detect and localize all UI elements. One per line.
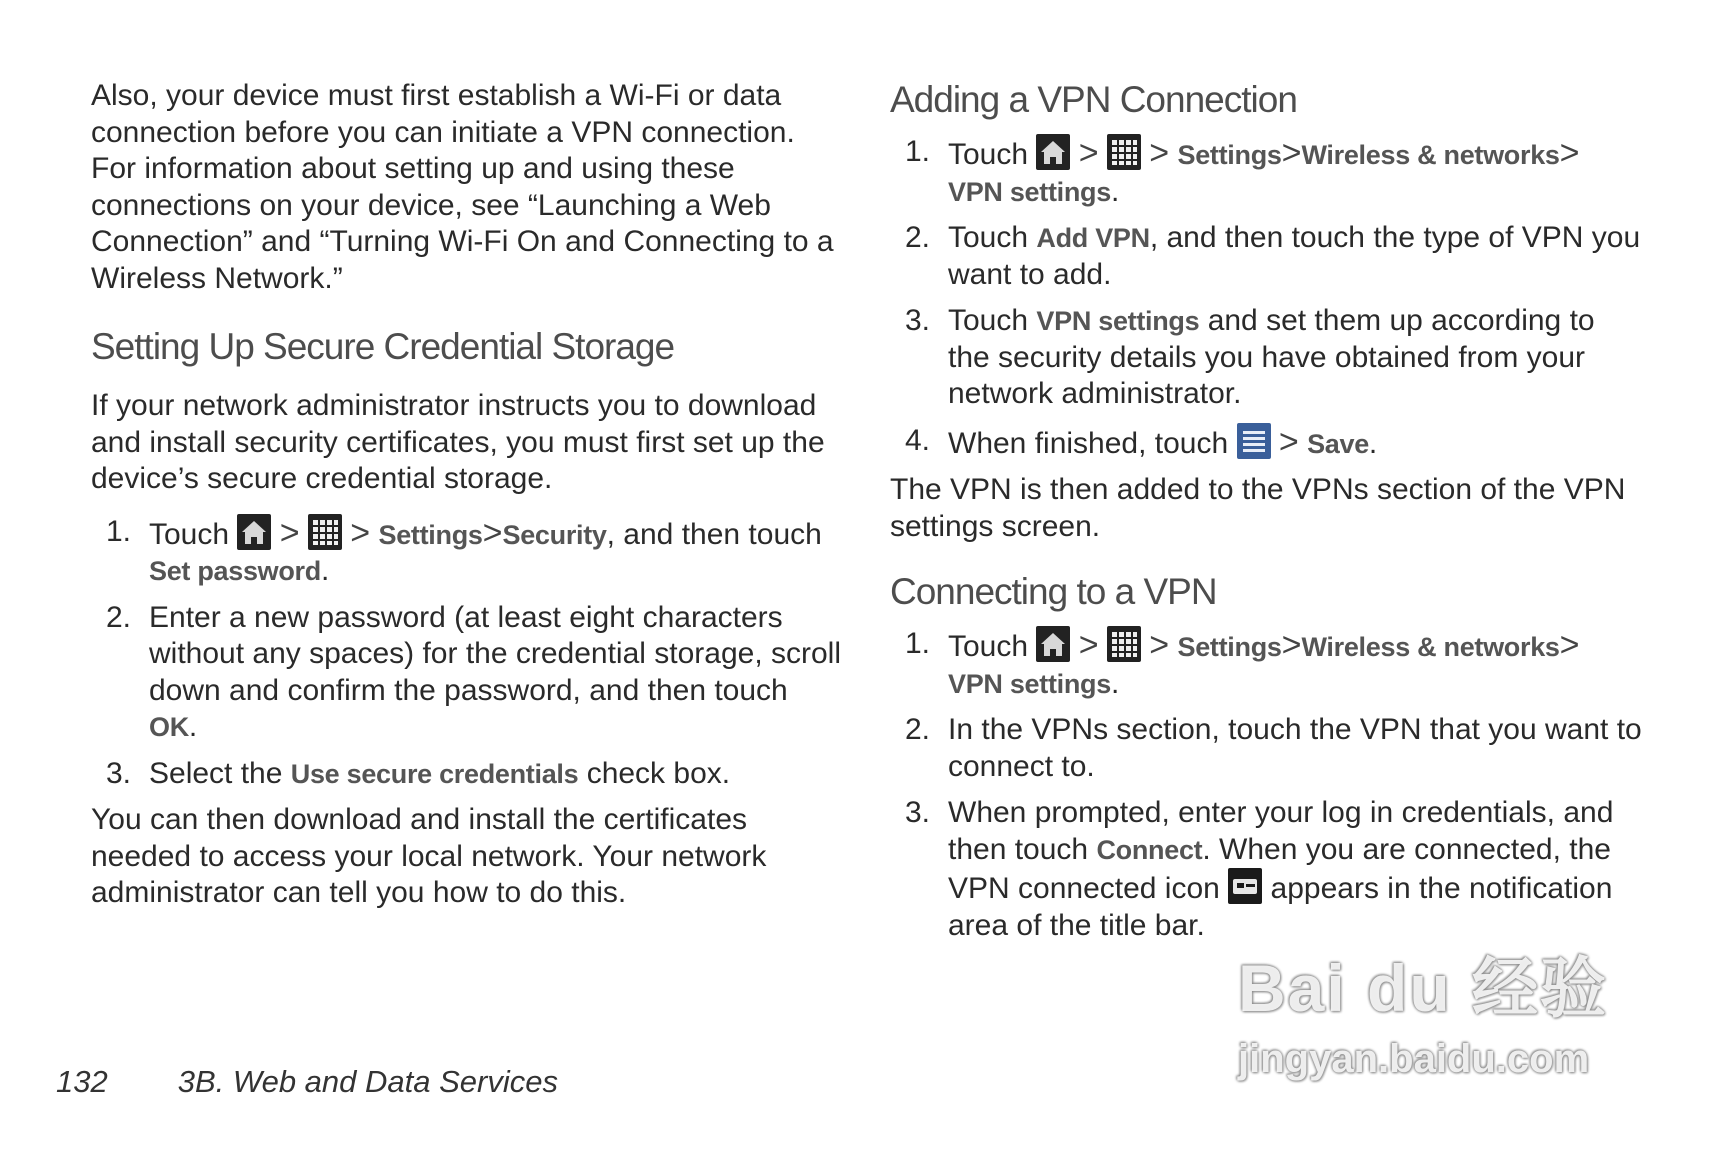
outro-paragraph: You can then download and install the certificates needed to access your local network. Your network administrator can tell you how to do this. [91,803,767,909]
watermark-url: jingyan.baidu.com [1238,1037,1590,1081]
list-item: 3. When prompted, enter your log in credentials, and then touch Connect. When you are connected, the VPN connected icon appears in the notification area of the title bar. [905,796,1614,942]
list-item: 3. Select the Use secure credentials check box. [106,756,731,790]
heading-connecting-vpn: Connecting to a VPN [890,571,1217,612]
menu-icon [1237,423,1271,459]
vpn-connected-icon [1228,868,1262,904]
credential-paragraph: If your network administrator instructs you to download and install security certificates, you must first set up the device’s secure credential storage. [91,389,825,495]
credential-steps [91,514,843,793]
page-footer [56,1064,558,1100]
list-item: 2. In the VPNs section, touch the VPN that you want to connect to. [905,713,1642,783]
intro-paragraph: Also, your device must first establish a Wi-Fi or data connection before you can initiate a VPN connection. For information about setting up and using these connections on your device, see “Launching a Web Connection” and “Turning Wi-Fi On and Connecting to a Wireless Network.” [91,79,834,295]
home-icon [237,514,271,550]
apps-grid-icon [308,514,342,550]
after-add-paragraph: The VPN is then added to the VPNs section of the VPN settings screen. [890,473,1626,543]
baidu-watermark [1238,935,1648,1095]
list-item: 3. Touch VPN settings and set them up according to the security details you have obtained from your network administrator. [905,304,1595,410]
heading-adding-vpn: Adding a VPN Connection [890,79,1297,120]
list-item: 4. When finished, touch > Save. [905,422,1378,461]
list-item: 2. Touch Add VPN, and then touch the type of VPN you want to add. [905,221,1641,291]
apps-grid-icon [1107,134,1141,170]
connect-vpn-steps [890,626,1642,944]
list-item: 1. Touch > > Settings>Wireless & networks> VPN settings. [905,134,1580,208]
section-title: 3B. Web and Data Services [177,1064,558,1099]
add-vpn-steps [890,134,1642,462]
page-number: 132 [56,1064,108,1099]
home-icon [1036,134,1070,170]
list-item: 1. Touch > > Settings>Wireless & networks> VPN settings. [905,626,1580,700]
right-column [890,78,1642,944]
list-item: 2. Enter a new password (at least eight characters without any spaces) for the credential storage, scroll down and confirm the password, and then touch OK. [106,600,842,743]
left-column [91,78,843,912]
list-item: 1. Touch > > Settings>Security, and then touch Set password. [106,513,822,587]
watermark-logo-text: Bai du 经验 [1238,951,1609,1025]
apps-grid-icon [1107,626,1141,662]
heading-credential-storage: Setting Up Secure Credential Storage [91,326,675,367]
home-icon [1036,626,1070,662]
